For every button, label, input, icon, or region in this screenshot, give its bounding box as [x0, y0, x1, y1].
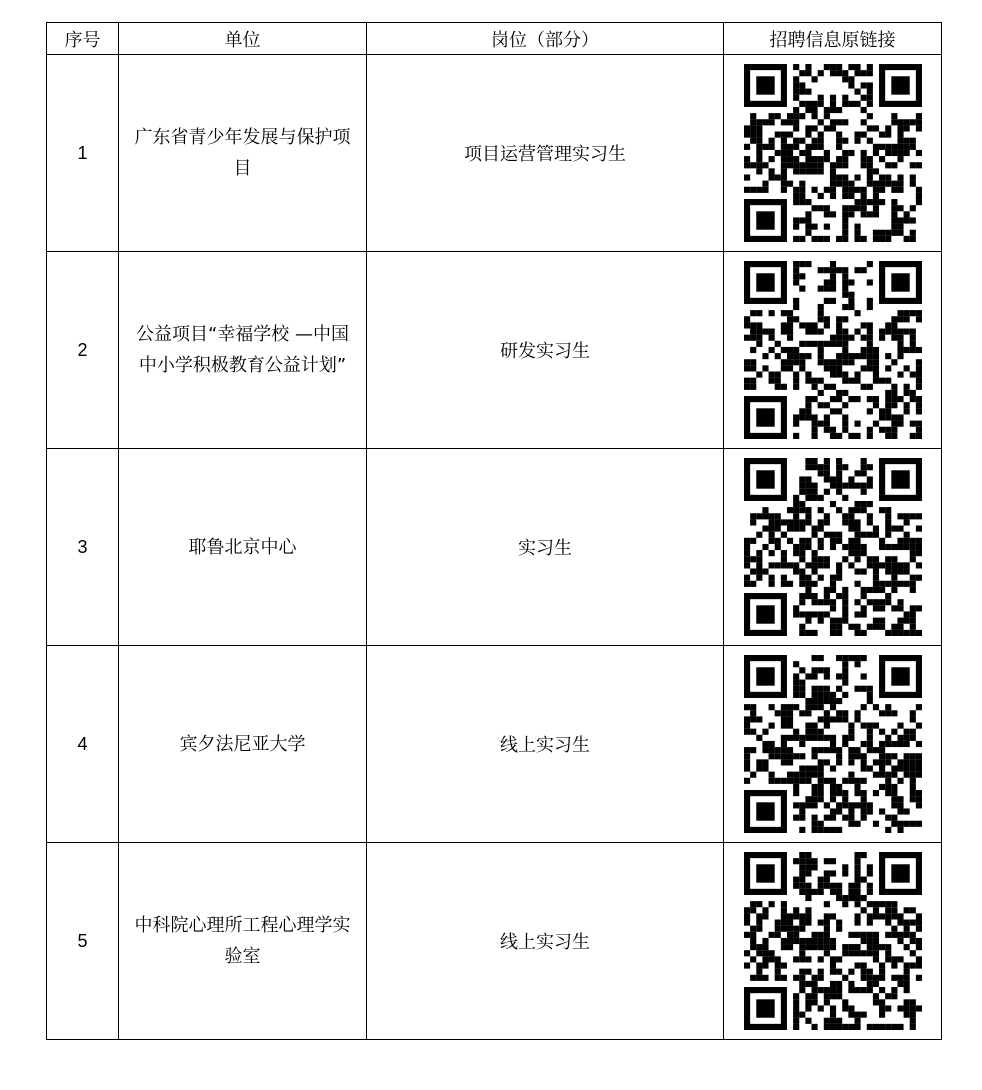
- qr-code-icon[interactable]: [744, 64, 922, 242]
- header-position: 岗位（部分）: [367, 23, 724, 55]
- table-row: [47, 646, 942, 843]
- row-org: 公益项目“幸福学校 —中国中小学积极教育公益计划”: [135, 324, 350, 376]
- row-org: 广东省青少年发展与保护项目: [134, 127, 351, 179]
- row-position: 研发实习生: [367, 252, 724, 449]
- internship-table: [46, 22, 942, 1040]
- header-row: [47, 23, 942, 55]
- row-org: 宾夕法尼亚大学: [179, 733, 306, 755]
- row-org: 耶鲁北京中心: [188, 536, 297, 558]
- header-link: 招聘信息原链接: [724, 23, 942, 55]
- qr-code-icon[interactable]: [744, 852, 922, 1030]
- row-position: 项目运营管理实习生: [367, 55, 724, 252]
- qr-code-icon[interactable]: [744, 261, 922, 439]
- row-no: 5: [47, 843, 119, 1040]
- table-row: [47, 55, 942, 252]
- header-org: 单位: [119, 23, 367, 55]
- row-position: 线上实习生: [367, 646, 724, 843]
- qr-code-icon[interactable]: [744, 655, 922, 833]
- row-no: 1: [47, 55, 119, 252]
- row-position: 实习生: [367, 449, 724, 646]
- row-no: 2: [47, 252, 119, 449]
- row-org: 中科院心理所工程心理学实验室: [134, 915, 351, 967]
- row-position: 线上实习生: [367, 843, 724, 1040]
- table-row: [47, 252, 942, 449]
- table-row: [47, 449, 942, 646]
- row-no: 3: [47, 449, 119, 646]
- table-row: [47, 843, 942, 1040]
- qr-code-icon[interactable]: [744, 458, 922, 636]
- header-no: 序号: [47, 23, 119, 55]
- row-no: 4: [47, 646, 119, 843]
